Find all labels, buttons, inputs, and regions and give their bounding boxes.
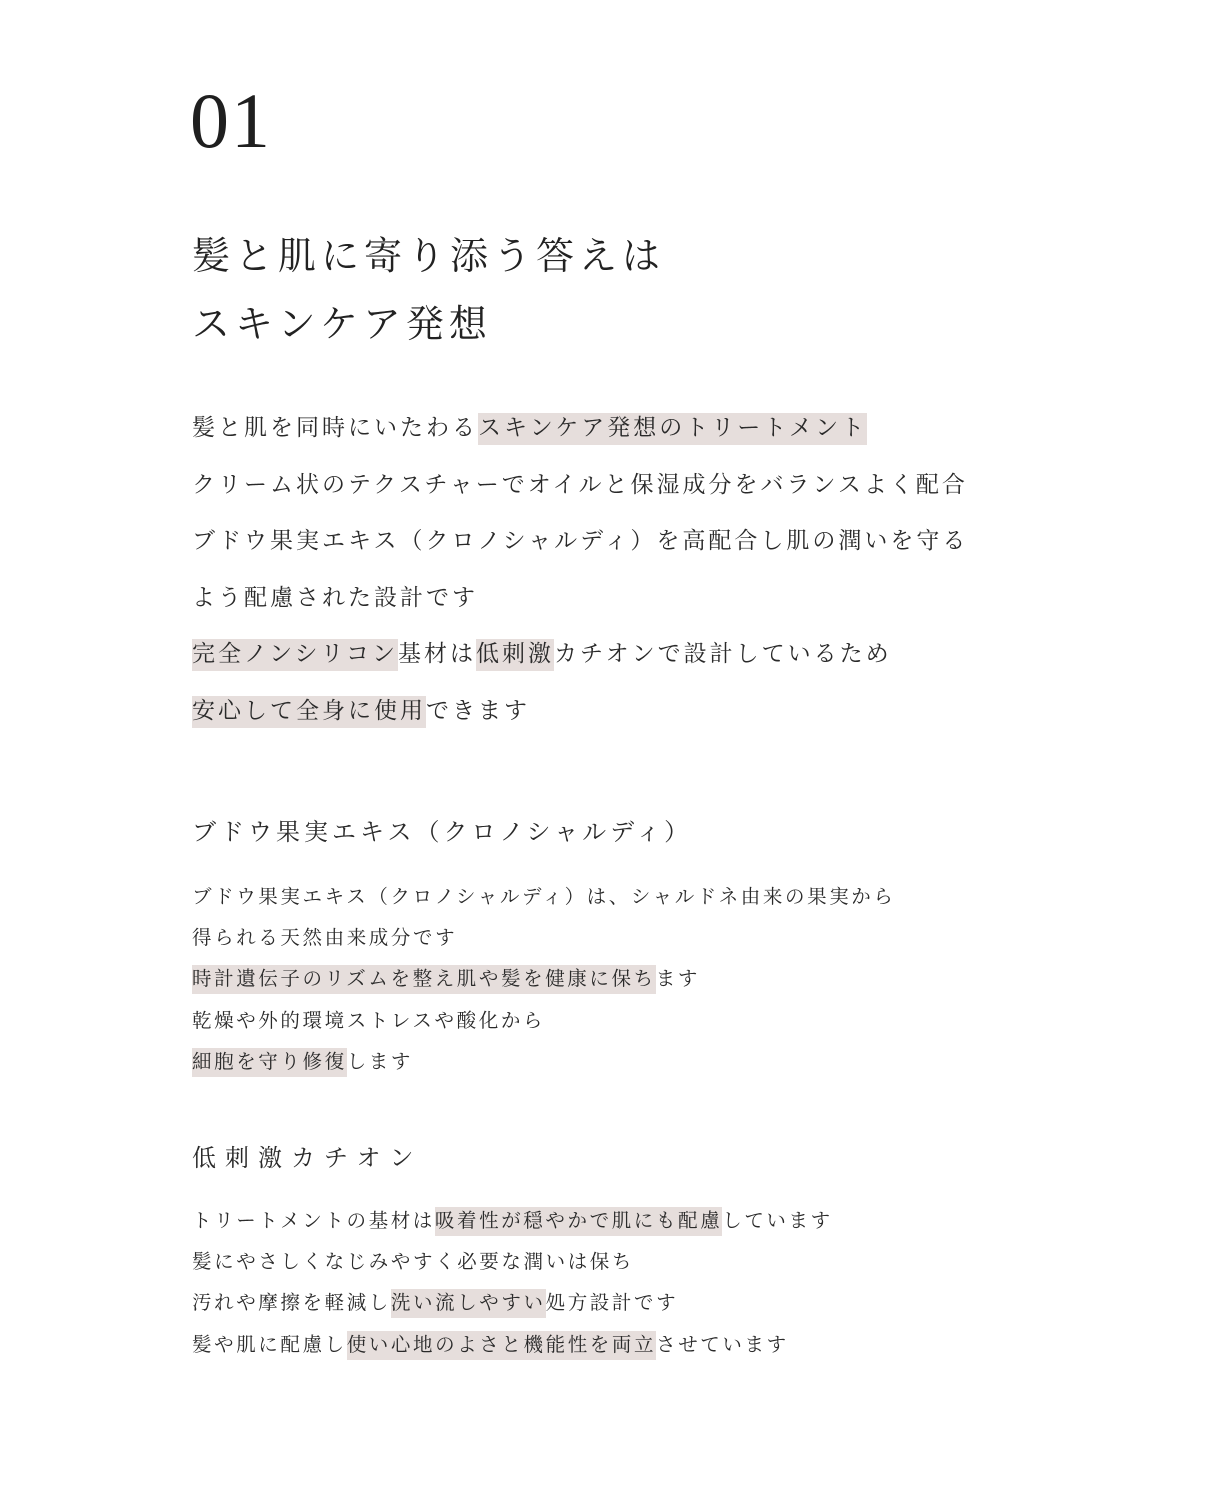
body-text: させています [656, 1332, 789, 1356]
section-title-low-irritation-cation: 低刺激カチオン [192, 1144, 423, 1172]
intro-line [192, 683, 968, 740]
section-body-grape-extract [192, 876, 896, 1082]
body-text: ブドウ果実エキス（クロノシャルディ）は、シャルドネ由来の果実から [192, 885, 896, 908]
body-line [192, 1241, 833, 1282]
body-text: しています [722, 1209, 833, 1232]
body-line [192, 917, 896, 958]
intro-text: カチオンで設計しているため [554, 641, 892, 667]
body-highlight: 時計遺伝子のリズムを整え肌や髪を健康に保ち [192, 965, 656, 994]
intro-line [192, 570, 968, 627]
body-text: 乾燥や外的環境ストレスや酸化から [192, 1008, 546, 1032]
body-line [192, 958, 896, 999]
body-text: トリートメントの基材は [192, 1209, 435, 1232]
intro-highlight: 完全ノンシリコン [192, 639, 398, 671]
heading-line-1: 髪と肌に寄り添う答えは [192, 234, 666, 278]
intro-text: 髪と肌を同時にいたわる [192, 415, 478, 441]
intro-line [192, 457, 968, 514]
section-title-grape-extract: ブドウ果実エキス（クロノシャルディ） [192, 818, 693, 846]
body-line [192, 1282, 833, 1323]
intro-text: できます [426, 697, 530, 724]
body-text: ます [655, 967, 700, 991]
intro-paragraph [192, 400, 968, 739]
intro-text: クリーム状のテクスチャーでオイルと保湿成分をバランスよく配合 [192, 471, 968, 498]
body-line [192, 1041, 896, 1082]
section-number: 01 [190, 77, 272, 164]
body-line [192, 1200, 833, 1241]
intro-line [192, 626, 968, 683]
page-heading [192, 222, 665, 358]
section-body-low-irritation-cation [192, 1200, 833, 1365]
body-highlight: 使い心地のよさと機能性を両立 [347, 1331, 656, 1360]
body-text: 処方設計です [545, 1291, 679, 1315]
body-text: 汚れや摩擦を軽減し [192, 1291, 391, 1315]
body-text: 髪や肌に配慮し [192, 1332, 347, 1356]
body-line [192, 1000, 896, 1041]
intro-highlight: 安心して全身に使用 [192, 696, 426, 728]
intro-highlight: スキンケア発想のトリートメント [478, 413, 867, 445]
heading-line-2: スキンケア発想 [192, 302, 492, 346]
body-highlight: 細胞を守り修復 [192, 1048, 347, 1077]
body-highlight: 洗い流しやすい [391, 1289, 546, 1318]
intro-text: よう配慮された設計です [192, 584, 478, 611]
intro-highlight: 低刺激 [476, 639, 554, 671]
body-text: します [346, 1049, 414, 1073]
body-text: 得られる天然由来成分です [192, 926, 458, 950]
intro-text: ブドウ果実エキス（クロノシャルディ）を高配合し肌の潤いを守る [192, 528, 969, 554]
body-line [192, 876, 896, 917]
body-line [192, 1324, 833, 1365]
intro-line [192, 400, 968, 457]
intro-line [192, 513, 968, 570]
body-text: 髪にやさしくなじみやすく必要な潤いは保ち [192, 1250, 635, 1274]
intro-text: 基材は [398, 641, 477, 667]
body-highlight: 吸着性が穏やかで肌にも配慮 [435, 1207, 722, 1236]
